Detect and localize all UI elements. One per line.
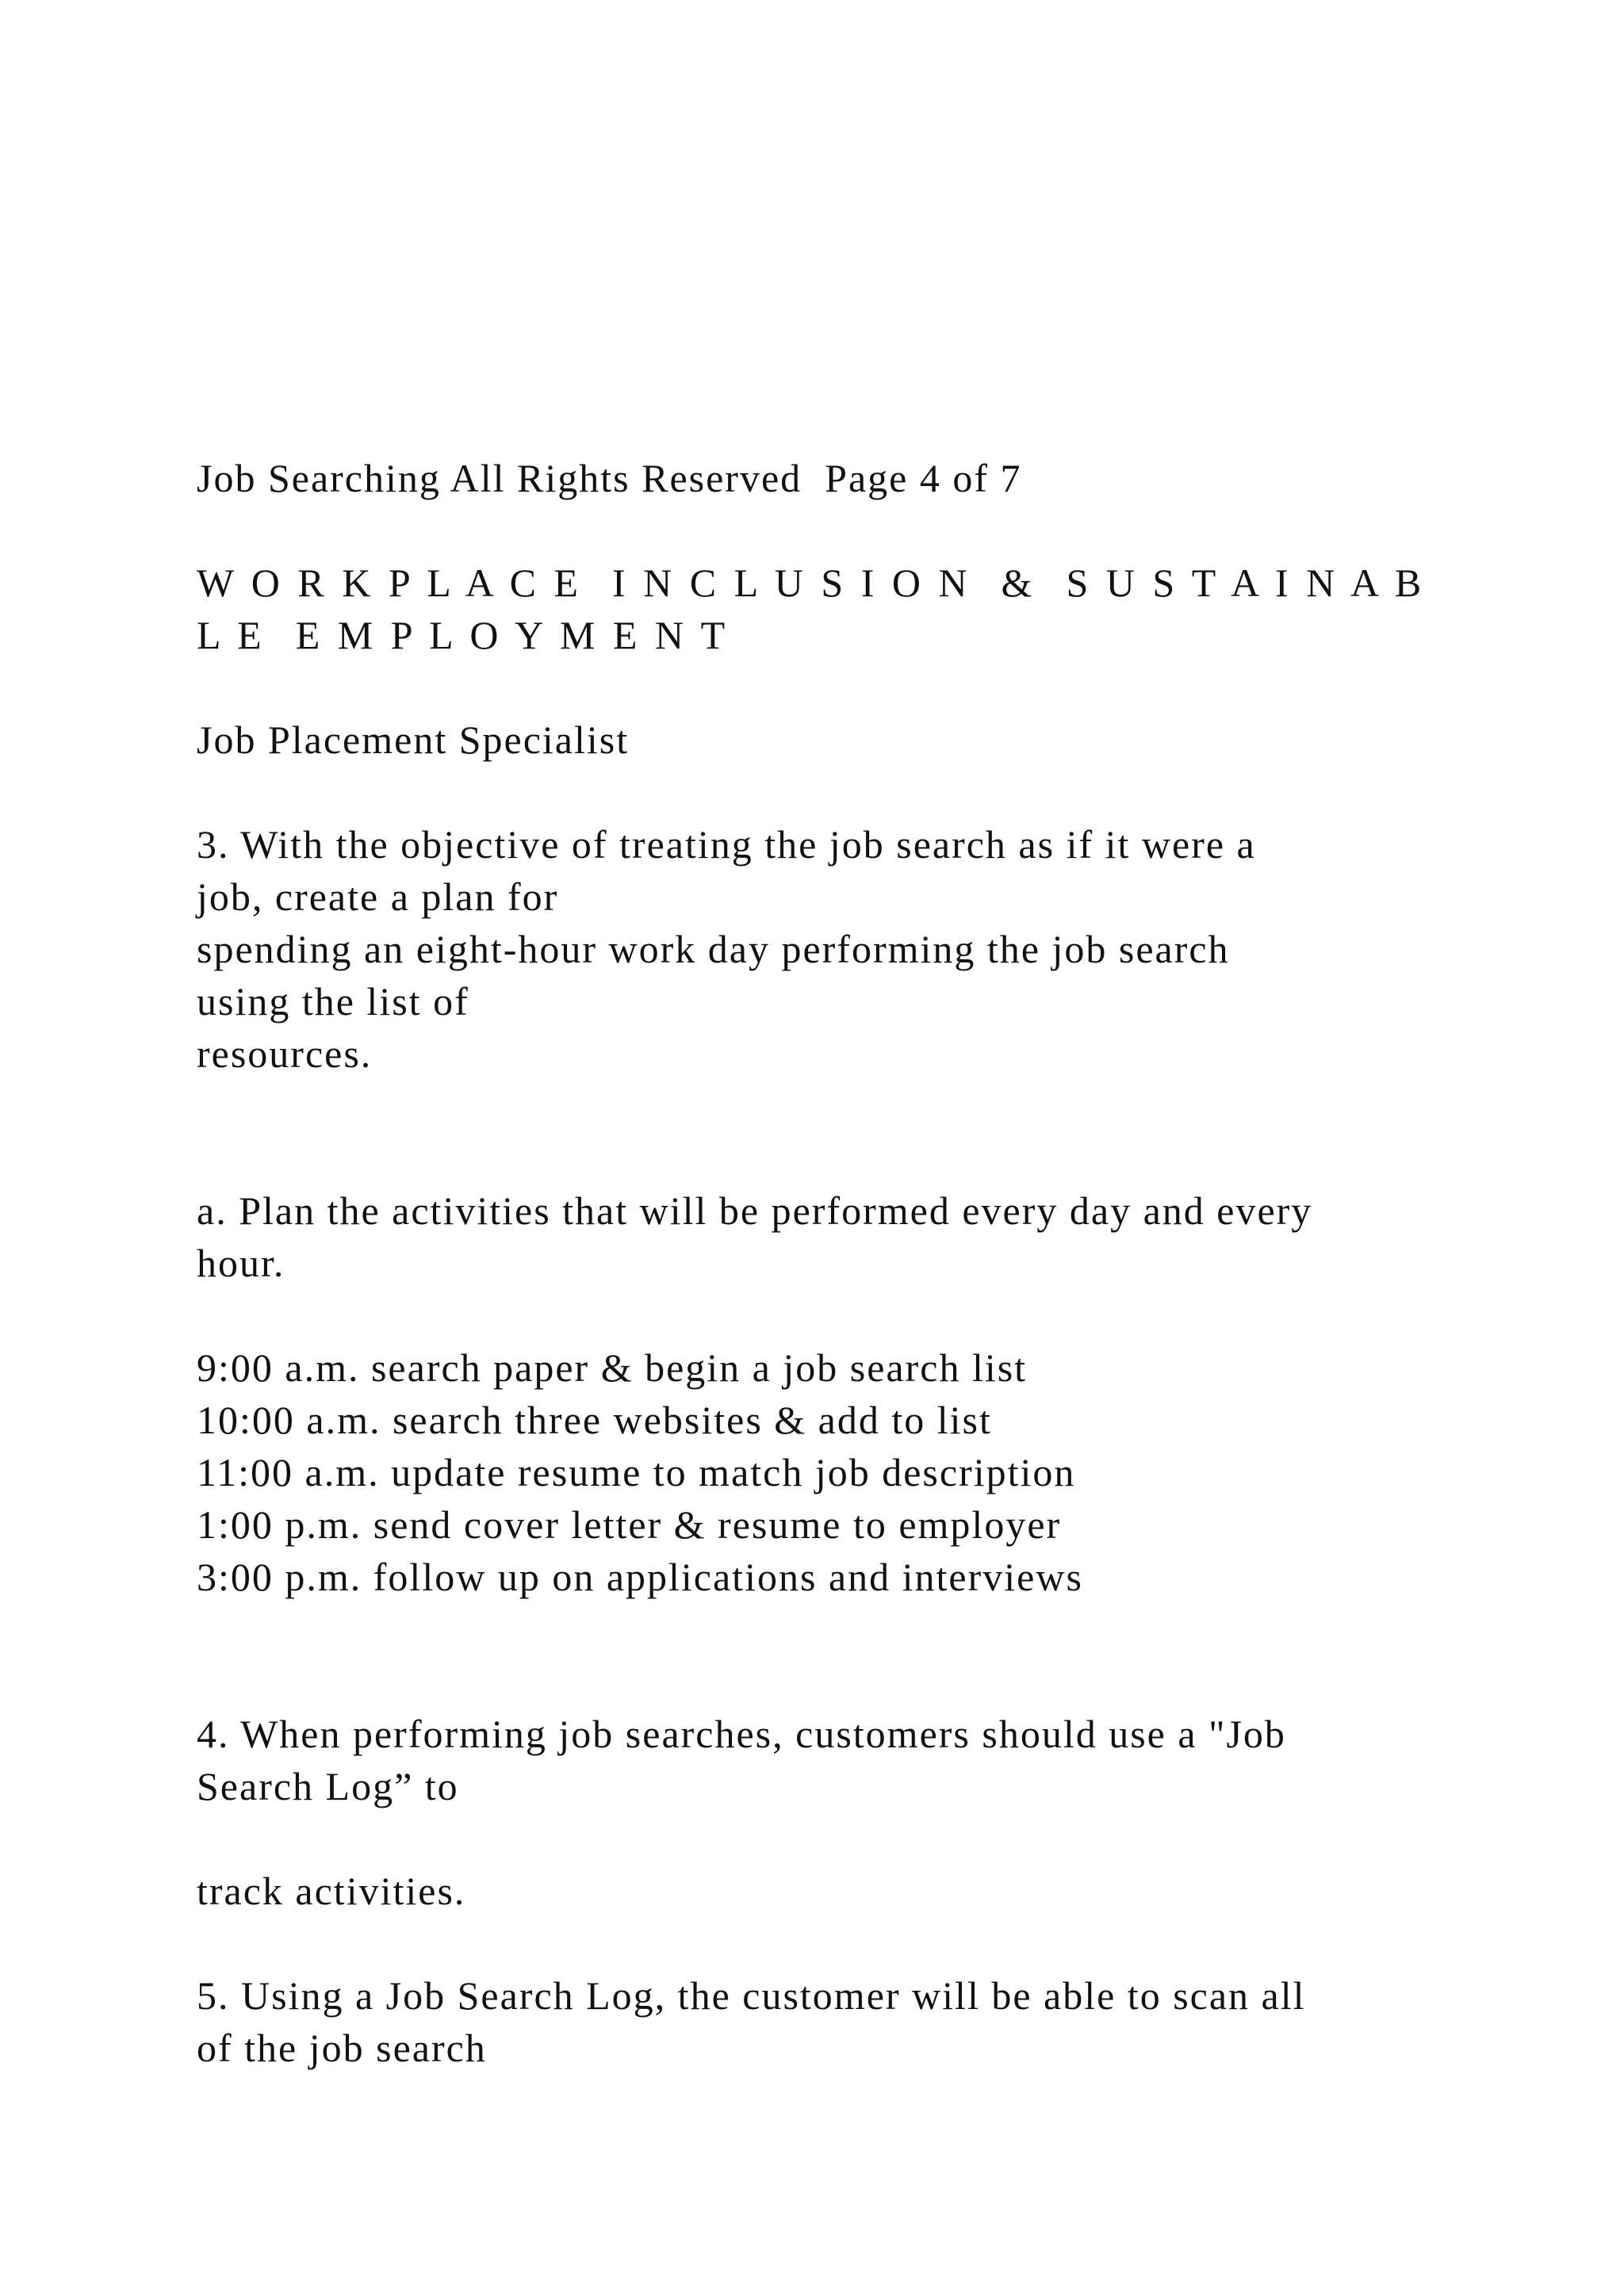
schedule-entry: 9:00 a.m. search paper & begin a job search list xyxy=(197,1345,1028,1390)
item-3-line: spending an eight-hour work day performing the job search xyxy=(197,927,1230,971)
organization-title xyxy=(197,557,1434,661)
organization-title-line-1: W O R K P L A C E I N C L U S I O N & S U S T A I N A B xyxy=(197,561,1423,605)
schedule-entry: 11:00 a.m. update resume to match job description xyxy=(197,1450,1076,1494)
item-3a-line: hour. xyxy=(197,1241,285,1285)
item-3-line: using the list of xyxy=(197,979,469,1024)
page-header: Job Searching All Rights Reserved Page 4 of 7 xyxy=(197,456,1022,500)
item-4-line: 4. When performing job searches, customers should use a "Job xyxy=(197,1712,1286,1756)
item-3-line: 3. With the objective of treating the job search as if it were a xyxy=(197,822,1256,867)
item-3a-paragraph xyxy=(197,1184,1434,1289)
item-3a-line: a. Plan the activities that will be performed every day and every xyxy=(197,1188,1313,1233)
item-3-paragraph xyxy=(197,818,1434,1080)
item-4-continuation: track activities. xyxy=(197,1869,466,1913)
role-title: Job Placement Specialist xyxy=(197,718,630,762)
item-4-paragraph xyxy=(197,1708,1434,1812)
schedule-entry: 3:00 p.m. follow up on applications and interviews xyxy=(197,1555,1083,1599)
document-page xyxy=(197,452,1434,2074)
schedule-entry: 10:00 a.m. search three websites & add to list xyxy=(197,1398,992,1442)
item-3-line: job, create a plan for xyxy=(197,874,559,919)
schedule-entry: 1:00 p.m. send cover letter & resume to employer xyxy=(197,1502,1062,1547)
item-5-line: 5. Using a Job Search Log, the customer will be able to scan all xyxy=(197,1973,1306,2018)
item-5-paragraph xyxy=(197,1969,1434,2074)
item-4-line: Search Log” to xyxy=(197,1764,459,1808)
organization-title-line-2: L E E M P L O Y M E N T xyxy=(197,613,727,657)
daily-schedule xyxy=(197,1341,1434,1603)
item-5-line: of the job search xyxy=(197,2026,487,2070)
item-3-line: resources. xyxy=(197,1031,373,1076)
